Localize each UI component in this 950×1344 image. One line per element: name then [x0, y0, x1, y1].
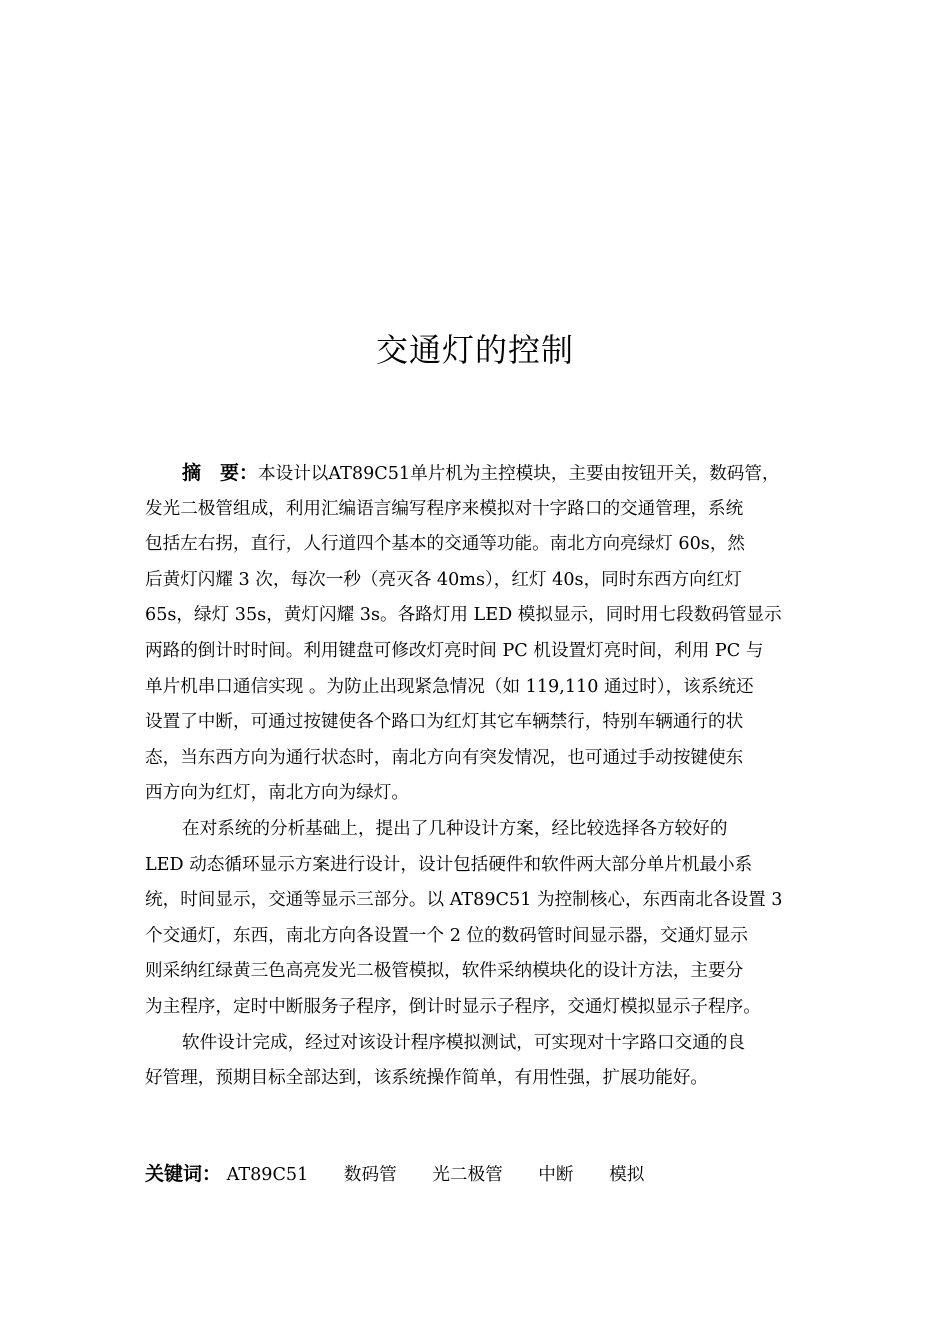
keyword-item: AT89C51 [226, 1165, 309, 1185]
paragraph2-line: 在对系统的分析基础上，提出了几种设计方案，经比较选择各方较好的 [182, 818, 728, 839]
keyword-item: 中断 [538, 1165, 574, 1185]
abstract-line: 设置了中断，可通过按键使各个路口为红灯其它车辆禁行，特别车辆通行的状 [145, 712, 744, 733]
abstract-line: 西方向为红灯，南北方向为绿灯。 [145, 783, 409, 804]
page-title: 交通灯的控制 [375, 331, 574, 369]
abstract-line: 后黄灯闪耀 3 次，每次一秒（亮灭各 40ms），红灯 40s，同时东西方向红灯 [145, 569, 742, 590]
abstract-line: 发光二极管组成，利用汇编语言编写程序来模拟对十字路口的交通管理，系统 [145, 498, 744, 519]
paragraph2-line: 个交通灯，东西，南北方向各设置一个 2 位的数码管时间显示器，交通灯显示 [145, 925, 748, 946]
keyword-item: 模拟 [609, 1165, 645, 1185]
abstract-line: 单片机串口通信实现 。为防止出现紧急情况（如 119,110 通过时），该系统还 [145, 676, 754, 697]
keywords [145, 1158, 674, 1191]
abstract-body [145, 456, 835, 1097]
paragraph3-line: 软件设计完成，经过对该设计程序模拟测试，可实现对十字路口交通的良 [182, 1032, 746, 1053]
paragraph2-line: 则采纳红绿黄三色高亮发光二极管模拟，软件采纳模块化的设计方法，主要分 [145, 961, 744, 982]
abstract-line: 包括左右拐，直行，人行道四个基本的交通等功能。南北方向亮绿灯 60s，然 [145, 534, 746, 555]
abstract-line-text: 本设计以AT89C51单片机为主控模块，主要由按钮开关，数码管， [258, 464, 780, 484]
keyword-item: 数码管 [343, 1165, 397, 1185]
paragraph2-line: 为主程序，定时中断服务子程序，倒计时显示子程序，交通灯模拟显示子程序。 [145, 996, 761, 1017]
abstract-label: 摘 要： [182, 462, 259, 484]
abstract-line [145, 456, 835, 492]
abstract-line: 两路的倒计时时间。利用键盘可修改灯亮时间 PC 机设置灯亮时间，利用 PC 与 [145, 640, 764, 661]
paragraph2-line: LED 动态循环显示方案进行设计，设计包括硬件和软件两大部分单片机最小系 [145, 854, 753, 875]
paragraph3-line: 好管理，预期目标全部达到，该系统操作简单，有用性强，扩展功能好。 [145, 1068, 709, 1089]
paragraph2-line: 统，时间显示，交通等显示三部分。以 AT89C51 为控制核心，东西南北各设置 3 [145, 890, 783, 911]
abstract-line: 态，当东西方向为通行状态时，南北方向有突发情况，也可通过手动按键使东 [145, 747, 744, 768]
keywords-label: 关键词： [145, 1163, 222, 1185]
abstract-line: 65s，绿灯 35s，黄灯闪耀 3s。各路灯用 LED 模拟显示，同时用七段数码管显示 [145, 605, 782, 626]
keyword-item: 光二极管 [432, 1165, 503, 1185]
